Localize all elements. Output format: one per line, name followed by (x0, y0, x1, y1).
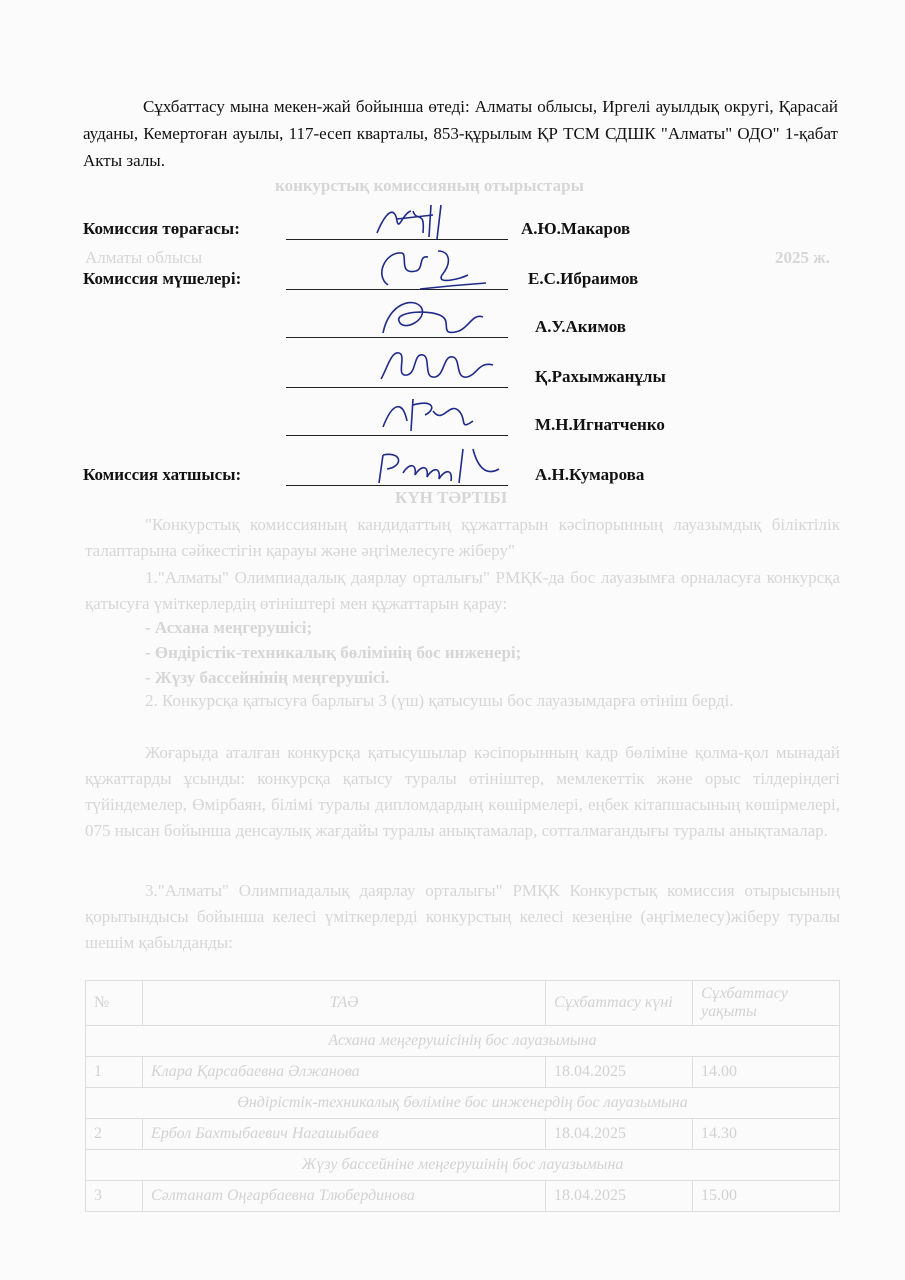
signature-mark (373, 293, 493, 343)
table-header-cell: ТАӘ (143, 981, 546, 1026)
table-header-cell: Сұхбаттасу уақыты (693, 981, 840, 1026)
table-header-cell: № (86, 981, 143, 1026)
ghost-paragraph-3: 2. Конкурсқа қатысуға барлығы 3 (үш) қатысушы бос лауазымдарға өтініш берді. (145, 691, 734, 710)
signature-row-member-4 (83, 411, 843, 441)
ghost-region: Алматы облысы (85, 248, 203, 267)
table-header-row (86, 981, 840, 1026)
members-label: Комиссия мүшелері: (83, 269, 242, 288)
table-section-row: Жүзу бассейніне меңгерушінің бос лауазымына (86, 1150, 840, 1181)
secretary-name: А.Н.Кумарова (535, 465, 645, 484)
signature-mark (373, 443, 523, 489)
signature-row-chairman (83, 215, 843, 245)
member-name: Қ.Рахымжанұлы (535, 367, 666, 386)
ghost-paragraph-1: "Конкурстық комиссияның кандидаттың құжаттарын кәсіпорынның лауазымдық біліктілік талаптарына сәйкестігін қарауы және әңгімелесуге жіберу" (85, 515, 840, 560)
member-name: Е.С.Ибраимов (528, 269, 639, 288)
signature-mark (373, 203, 463, 243)
ghost-list-item-3: - Жүзу бассейнінің меңгерушісі. (145, 668, 390, 687)
ghost-heading: конкурстық комиссияның отырыстары (275, 176, 584, 195)
table-header-cell: Сұхбаттасу күні (546, 981, 693, 1026)
signature-mark (373, 391, 493, 439)
ghost-paragraph-4: Жоғарыда аталған конкурсқа қатысушылар кәсіпорынның кадр бөліміне қолма-қол мынадай құжаттарды ұсынды: конкурсқа қатысу туралы өтініштер, мемлекеттік және орыс тілдеріндегі түйіндемелер, Өмірбаян, білімі туралы дипломдардың көшірмелері, еңбек кітапшасының көшірмелері, 075 нысан бойынша денсаулық жағдайы туралы анықтамалар, сотталмағандығы туралы анықтамалар. (85, 743, 840, 840)
ghost-paragraph-5: 3."Алматы" Олимпиадалық даярлау орталығы" РМҚК Конкурстық комиссия отырысының қорытындысы бойынша келесі үміткерлерді конкурстың келесі кезеңіне (әңгімелесу)жіберу туралы шешім қабылданды: (85, 881, 840, 952)
table-section-row: Өндірістік-техникалық бөліміне бос инженердің бос лауазымына (86, 1088, 840, 1119)
secretary-label: Комиссия хатшысы: (83, 465, 242, 484)
intro-text: Сұхбаттасу мына мекен-жай бойынша өтеді: Алматы облысы, Иргелі ауылдық округі, Қарасай ауданы, Кемертоған ауылы, 117-есеп кварталы, 853-құрылым ҚР ТСМ СДШК "Алматы" ОДО" 1-қабат Акты залы. (83, 97, 838, 170)
chairman-name: А.Ю.Макаров (521, 219, 631, 238)
ghost-list-item-2: - Өндірістік-техникалық бөлімінің бос инженері; (145, 643, 522, 662)
ghost-year: 2025 ж. (775, 248, 830, 267)
signature-row-secretary (83, 461, 843, 491)
signature-mark (368, 245, 498, 295)
table-row: 3 Сәлтанат Оңғарбаевна Тлюбердинова 18.04.2025 15.00 (86, 1181, 840, 1212)
table-row: 2 Ербол Бахтыбаевич Нагашыбаев 18.04.2025 14.30 (86, 1119, 840, 1150)
chairman-label: Комиссия төрағасы: (83, 219, 240, 238)
ghost-candidates-table (85, 980, 840, 1212)
member-name: А.У.Акимов (535, 317, 626, 336)
ghost-agenda: КҮН ТӘРТІБІ (395, 488, 508, 507)
signature-row-member-3 (83, 363, 843, 393)
table-row: 1 Клара Қарсабаевна Әлжанова 18.04.2025 14.00 (86, 1057, 840, 1088)
ghost-list-item-1: - Асхана меңгерушісі; (145, 618, 313, 637)
table-section-row: Асхана меңгерушісінің бос лауазымына (86, 1026, 840, 1057)
signature-row-member-1 (83, 265, 843, 295)
signature-mark (373, 339, 503, 391)
ghost-paragraph-2: 1."Алматы" Олимпиадалық даярлау орталығы" РМҚК-да бос лауазымға орналасуға конкурсқа қатысуға үміткерлердің өтініштері мен құжаттарын қарау: (85, 568, 840, 613)
member-name: М.Н.Игнатченко (535, 415, 665, 434)
intro-paragraph (83, 93, 838, 174)
